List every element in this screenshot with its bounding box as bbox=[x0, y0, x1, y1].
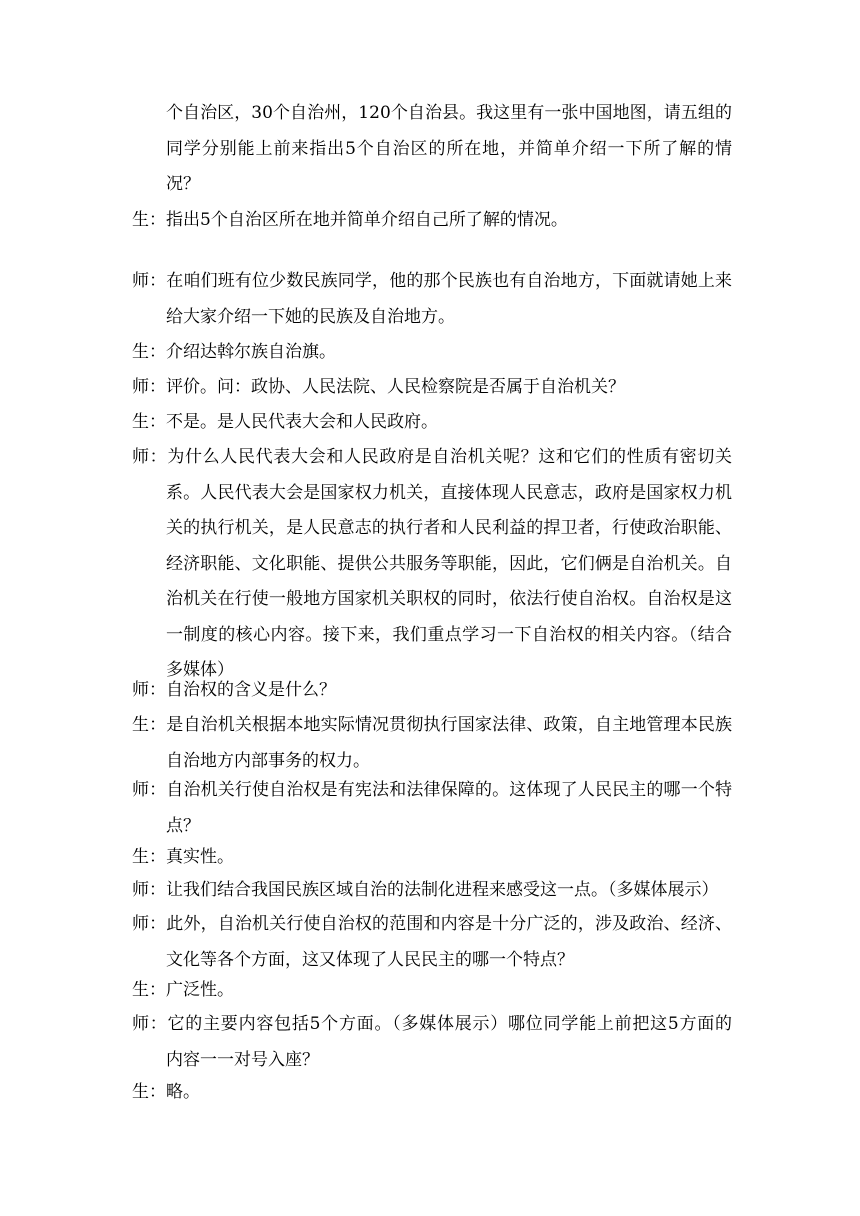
text-line: 自治地方内部事务的权力。 bbox=[166, 750, 370, 771]
dialogue-student bbox=[132, 1075, 732, 1111]
dialogue-teacher bbox=[132, 673, 732, 709]
text-line: 师：此外，自治机关行使自治权的范围和内容是十分广泛的，涉及政治、经济、 bbox=[132, 914, 732, 934]
text-line: 生：广泛性。 bbox=[132, 980, 234, 1000]
dialogue-teacher bbox=[132, 873, 732, 909]
text-line: 师：自治权的含义是什么？ bbox=[132, 680, 336, 700]
text-line: 点？ bbox=[166, 815, 200, 836]
dialogue-teacher bbox=[132, 907, 732, 978]
text-line: 生：指出5个自治区所在地并简单介绍自己所了解的情况。 bbox=[132, 210, 568, 230]
dialogue-teacher bbox=[132, 1007, 732, 1078]
text-line: 师：让我们结合我国民族区域自治的法制化进程来感受这一点。（多媒体展示） bbox=[132, 880, 719, 900]
dialogue-student bbox=[132, 840, 732, 876]
text-line: 个自治区，30个自治州，120个自治县。我这里有一张中国地图，请五组的 bbox=[166, 103, 732, 123]
text-line: 一制度的核心内容。接下来，我们重点学习一下自治权的相关内容。（结合 bbox=[166, 624, 732, 645]
text-line: 生：是自治机关根据本地实际情况贯彻执行国家法律、政策，自主地管理本民族 bbox=[132, 715, 732, 735]
paragraph-continuation bbox=[166, 96, 732, 203]
text-line: 多媒体） bbox=[166, 660, 234, 680]
dialogue-student bbox=[132, 708, 732, 779]
text-line: 师：在咱们班有位少数民族同学，他的那个民族也有自治地方，下面就请她上来 bbox=[132, 271, 732, 291]
dialogue-student bbox=[132, 203, 732, 239]
text-line: 关的执行机关，是人民意志的执行者和人民利益的捍卫者，行使政治职能、 bbox=[166, 518, 732, 538]
text-line: 师：为什么人民代表大会和人民政府是自治机关呢？这和它们的性质有密切关 bbox=[132, 447, 732, 467]
text-line: 师：评价。问：政协、人民法院、人民检察院是否属于自治机关？ bbox=[132, 377, 625, 397]
text-line: 生：介绍达斡尔族自治旗。 bbox=[132, 342, 336, 362]
dialogue-student bbox=[132, 973, 732, 1009]
dialogue-teacher bbox=[132, 773, 732, 844]
text-line: 生：不是。是人民代表大会和人民政府。 bbox=[132, 412, 438, 432]
dialogue-teacher bbox=[132, 370, 732, 406]
text-line: 内容一一对号入座？ bbox=[166, 1049, 319, 1070]
dialogue-student bbox=[132, 335, 732, 371]
dialogue-teacher bbox=[132, 440, 732, 689]
text-line: 同学分别能上前来指出5个自治区的所在地，并简单介绍一下所了解的情 bbox=[166, 138, 732, 159]
text-line: 生：略。 bbox=[132, 1082, 200, 1102]
text-line: 治机关在行使一般地方国家机关职权的同时，依法行使自治权。自治权是这 bbox=[166, 589, 732, 609]
text-line: 师：它的主要内容包括5个方面。（多媒体展示）哪位同学能上前把这5方面的 bbox=[132, 1014, 732, 1034]
dialogue-teacher bbox=[132, 264, 732, 335]
text-line: 生：真实性。 bbox=[132, 847, 234, 867]
text-line: 师：自治机关行使自治权是有宪法和法律保障的。这体现了人民民主的哪一个特 bbox=[132, 780, 732, 800]
text-line: 给大家介绍一下她的民族及自治地方。 bbox=[166, 306, 455, 327]
dialogue-student bbox=[132, 405, 732, 441]
text-line: 系。人民代表大会是国家权力机关，直接体现人民意志，政府是国家权力机 bbox=[166, 482, 732, 503]
text-line: 况？ bbox=[166, 174, 200, 194]
text-line: 文化等各个方面，这又体现了人民民主的哪一个特点？ bbox=[166, 949, 574, 970]
text-line: 经济职能、文化职能、提供公共服务等职能，因此，它们俩是自治机关。自 bbox=[166, 553, 732, 574]
